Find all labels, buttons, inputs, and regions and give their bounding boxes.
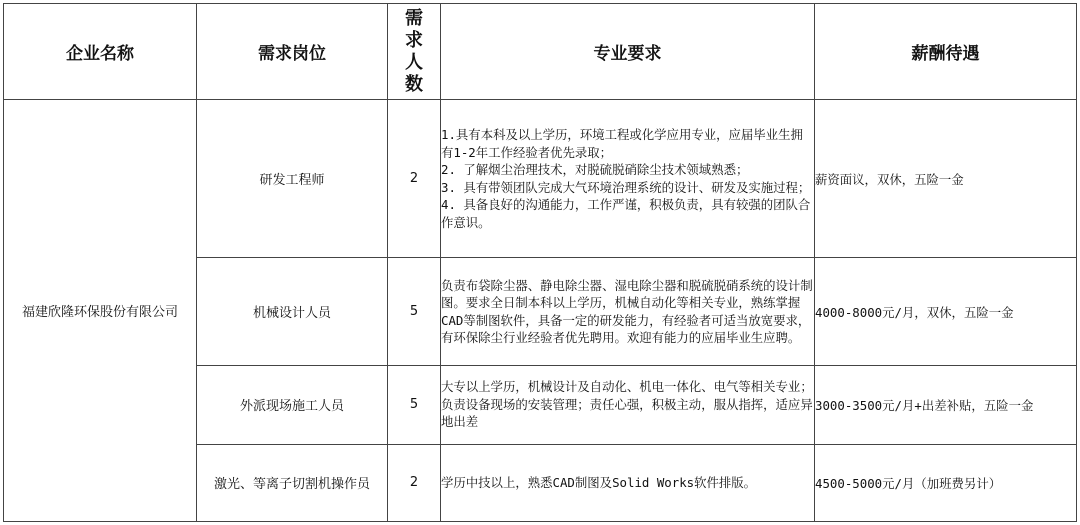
salary-cell: 3000-3500元/月+出差补贴，五险一金	[815, 365, 1077, 444]
requirement-cell	[441, 100, 815, 258]
count-cell: 2	[388, 444, 441, 521]
requirement-line: 3. 具有带领团队完成大气环境治理系统的设计、研发及实施过程；	[441, 179, 811, 195]
requirement-line: 1.具有本科及以上学历，环境工程或化学应用专业，应届毕业生拥有1-2年工作经验者优先录取；	[441, 127, 803, 160]
header-salary: 薪酬待遇	[815, 4, 1077, 100]
salary-cell: 4500-5000元/月（加班费另计）	[815, 444, 1077, 521]
requirement-line: 负责布袋除尘器、静电除尘器、湿电除尘器和脱硫脱硝系统的设计制图。要求全日制本科以上学历，机械自动化等相关专业，熟练掌握CAD等制图软件，具备一定的研发能力，有经验者可适当放宽要求，有环保除尘行业经验者优先聘用。欢迎有能力的应届毕业生应聘。	[441, 277, 813, 345]
requirement-cell	[441, 258, 815, 365]
recruitment-table	[3, 3, 1077, 522]
salary-cell: 薪资面议，双休，五险一金	[815, 100, 1077, 258]
header-count-char: 人	[405, 51, 423, 73]
requirement-line: 大专以上学历，机械设计及自动化、机电一体化、电气等相关专业；负责设备现场的安装管理；责任心强，积极主动，服从指挥，适应异地出差	[441, 379, 813, 430]
position-cell: 外派现场施工人员	[197, 365, 388, 444]
requirement-cell	[441, 365, 815, 444]
header-position: 需求岗位	[197, 4, 388, 100]
header-count-char: 求	[405, 29, 423, 51]
requirement-cell	[441, 444, 815, 521]
header-requirement: 专业要求	[441, 4, 815, 100]
header-count	[388, 4, 441, 100]
position-cell: 机械设计人员	[197, 258, 388, 365]
count-cell: 5	[388, 258, 441, 365]
header-count-char: 需	[405, 7, 423, 29]
requirement-line: 学历中技以上，熟悉CAD制图及Solid Works软件排版。	[441, 475, 757, 491]
requirement-line: 4. 具备良好的沟通能力，工作严谨，积极负责，具有较强的团队合作意识。	[441, 197, 811, 230]
salary-cell: 4000-8000元/月，双休，五险一金	[815, 258, 1077, 365]
position-cell: 研发工程师	[197, 100, 388, 258]
position-cell: 激光、等离子切割机操作员	[197, 444, 388, 521]
header-count-char: 数	[405, 73, 423, 95]
table-row	[4, 100, 1077, 258]
count-cell: 5	[388, 365, 441, 444]
company-name: 福建欣隆环保股份有限公司	[4, 100, 197, 522]
header-company: 企业名称	[4, 4, 197, 100]
requirement-line: 2. 了解烟尘治理技术，对脱硫脱硝除尘技术领域熟悉；	[441, 162, 749, 178]
table-header-row	[4, 4, 1077, 100]
count-cell: 2	[388, 100, 441, 258]
